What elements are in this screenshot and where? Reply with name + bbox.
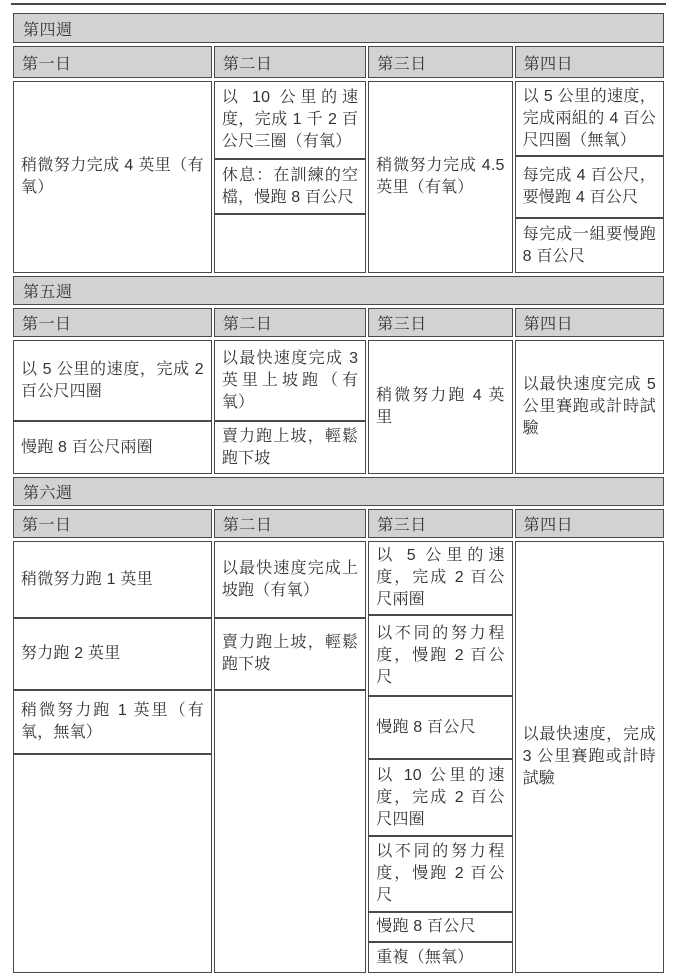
schedule-subcell: [369, 542, 511, 616]
cell-text: 以最快速度完成 5 公里賽跑或計時試驗: [522, 376, 656, 437]
schedule-subcell: [516, 219, 663, 272]
schedule-subcell: [516, 82, 663, 157]
cell-text: 每完成一組要慢跑 8 百公尺: [522, 225, 656, 265]
day-column-cell: [515, 541, 664, 973]
day-header-cell: 第二日: [214, 308, 366, 337]
day-header-row: [13, 308, 664, 337]
day-column-cell: [368, 541, 512, 973]
schedule-subcell: [215, 542, 365, 619]
day-column-stack: [369, 542, 511, 972]
week-row: [13, 477, 664, 506]
schedule-subcell: [215, 691, 365, 972]
cell-text: 稍微努力完成 4.5 英里（有氧）: [376, 157, 505, 196]
day-header-cell: 第二日: [214, 46, 366, 78]
schedule-subcell: [369, 913, 511, 943]
day-column-cell: [13, 340, 212, 474]
cell-text: 賣力跑上坡，輕鬆跑下坡: [221, 634, 359, 673]
day-column-cell: [515, 340, 664, 474]
schedule-subcell: [369, 943, 511, 972]
day-header-row: [13, 509, 664, 538]
schedule-subcell: [516, 341, 663, 473]
cell-text: 賣力跑上坡，輕鬆跑下坡: [221, 427, 359, 467]
training-schedule-table: [11, 10, 666, 976]
cell-text: 休息：在訓練的空檔，慢跑 8 百公尺: [221, 166, 359, 206]
day-header-cell: 第四日: [515, 509, 664, 538]
day-column-stack: [14, 542, 211, 972]
week-row: [13, 276, 664, 305]
day-header-cell: 第一日: [13, 308, 212, 337]
day-header-cell: 第一日: [13, 46, 212, 78]
schedule-subcell: [215, 619, 365, 691]
week-content-row: [13, 81, 664, 273]
schedule-subcell: [215, 215, 365, 272]
schedule-subcell: [215, 341, 365, 422]
day-header-cell: 第三日: [368, 509, 512, 538]
day-column-cell: [214, 340, 366, 474]
cell-text: 每完成 4 百公尺，要慢跑 4 百公尺: [522, 167, 656, 206]
schedule-subcell: [369, 697, 511, 760]
week-title: 第五週: [13, 276, 664, 305]
cell-text: 稍微努力跑 1 英里（有氧，無氧）: [21, 702, 204, 741]
schedule-subcell: [14, 691, 211, 755]
schedule-subcell: [215, 160, 365, 215]
schedule-subcell: [516, 157, 663, 219]
cell-text: 慢跑 8 百公尺兩圈: [21, 438, 153, 456]
cell-text: 以 10 公里的速度，完成 2 百公尺四圈: [376, 766, 505, 828]
week-content-row: [13, 541, 664, 973]
week-title: 第四週: [13, 13, 664, 43]
schedule-subcell: [215, 422, 365, 473]
schedule-subcell: [369, 616, 511, 697]
cell-text: 慢跑 8 百公尺: [376, 718, 476, 736]
cell-text: 慢跑 8 百公尺: [376, 918, 476, 935]
day-column-cell: [214, 541, 366, 973]
schedule-subcell: [369, 341, 511, 473]
cell-text: 努力跑 2 英里: [21, 645, 121, 662]
day-column-stack: [369, 82, 511, 272]
day-column-stack: [215, 82, 365, 272]
cell-text: 以最快速度，完成 3 公里賽跑或計時試驗: [522, 726, 656, 787]
schedule-subcell: [369, 760, 511, 837]
day-column-stack: [369, 341, 511, 473]
cell-text: 稍微努力跑 4 英里: [376, 387, 505, 426]
day-column-stack: [215, 341, 365, 473]
day-header-row: [13, 46, 664, 78]
schedule-subcell: [516, 542, 663, 972]
day-column-stack: [516, 542, 663, 972]
day-column-cell: [13, 81, 212, 273]
schedule-subcell: [369, 837, 511, 913]
week-title: 第六週: [13, 477, 664, 506]
week-content-row: [13, 340, 664, 474]
cell-text: 以 5 公里的速度，完成 2 百公尺兩圈: [376, 547, 505, 608]
cell-text: 以 5 公里的速度，完成 2 百公尺四圈: [21, 360, 204, 400]
day-column-stack: [14, 82, 211, 272]
day-column-cell: [214, 81, 366, 273]
day-column-cell: [368, 340, 512, 474]
cell-text: 以 10 公里的速度，完成 1 千 2 百公尺三圈（有氧）: [221, 89, 359, 150]
top-rule: [11, 3, 666, 5]
week-row: [13, 13, 664, 43]
cell-text: 以最快速度完成 3 英里上坡跑（有氧）: [221, 349, 359, 411]
day-header-cell: 第一日: [13, 509, 212, 538]
cell-text: 以不同的努力程度，慢跑 2 百公尺: [376, 624, 505, 686]
day-column-cell: [515, 81, 664, 273]
day-column-stack: [516, 341, 663, 473]
schedule-subcell: [14, 341, 211, 422]
day-column-cell: [13, 541, 212, 973]
schedule-subcell: [14, 82, 211, 272]
schedule-subcell: [369, 82, 511, 272]
day-header-cell: 第四日: [515, 46, 664, 78]
schedule-subcell: [215, 82, 365, 160]
cell-text: 以最快速度完成上坡跑（有氧）: [221, 559, 359, 599]
day-header-cell: 第三日: [368, 46, 512, 78]
cell-text: 稍微努力跑 1 英里: [21, 570, 153, 588]
cell-text: 以不同的努力程度，慢跑 2 百公尺: [376, 843, 505, 904]
day-column-stack: [215, 542, 365, 972]
cell-text: 稍微努力完成 4 英里（有氧）: [21, 157, 204, 196]
day-header-cell: 第四日: [515, 308, 664, 337]
schedule-subcell: [14, 619, 211, 691]
day-column-stack: [516, 82, 663, 272]
day-column-cell: [368, 81, 512, 273]
day-header-cell: 第二日: [214, 509, 366, 538]
schedule-subcell: [14, 422, 211, 473]
day-column-stack: [14, 341, 211, 473]
cell-text: 重複（無氧）: [376, 948, 474, 966]
schedule-subcell: [14, 755, 211, 972]
cell-text: 以 5 公里的速度，完成兩組的 4 百公尺四圈（無氧）: [522, 87, 656, 149]
schedule-subcell: [14, 542, 211, 619]
day-header-cell: 第三日: [368, 308, 512, 337]
